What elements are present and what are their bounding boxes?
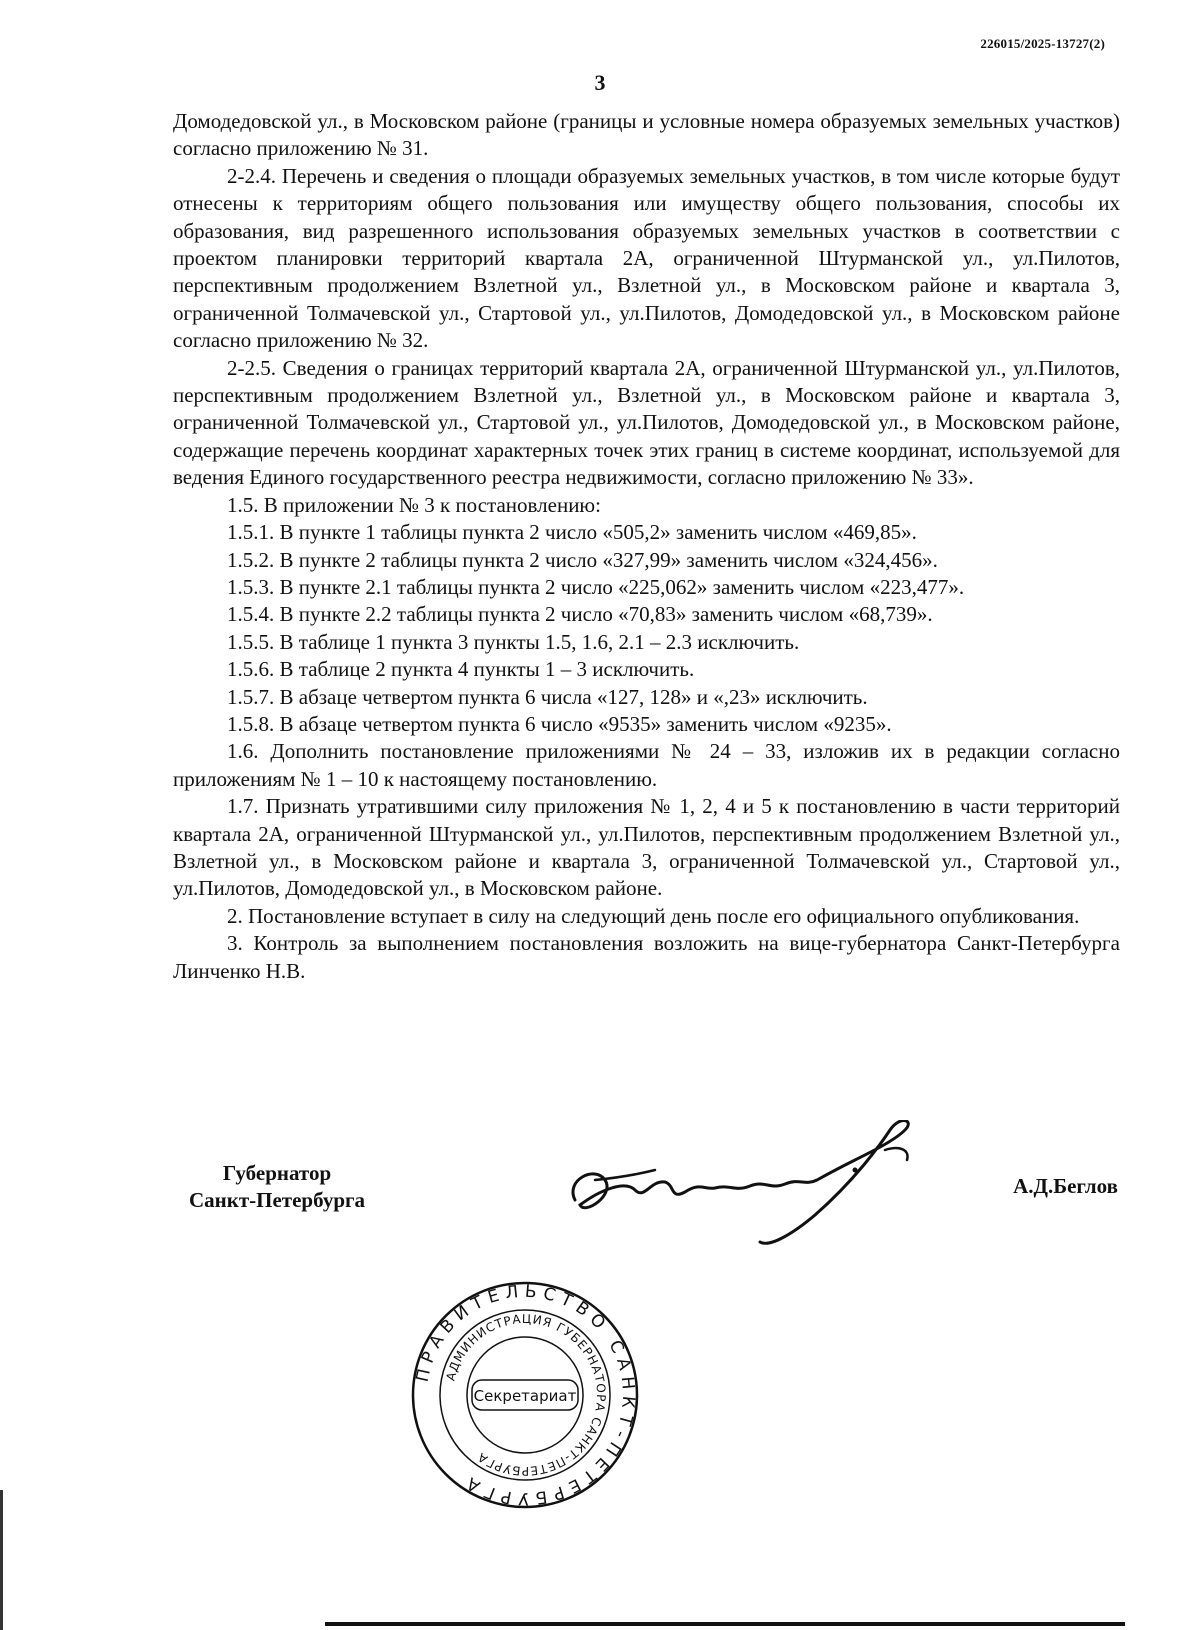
handwritten-signature	[555, 1120, 955, 1250]
svg-text:ПРАВИТЕЛЬСТВО САНКТ-ПЕТЕРБУРГА: ПРАВИТЕЛЬСТВО САНКТ-ПЕТЕРБУРГА	[412, 1281, 639, 1509]
official-stamp	[410, 1280, 640, 1510]
paragraph: 1.7. Признать утратившими силу приложения № 1, 2, 4 и 5 к постановлению в части территорий квартала 2А, ограниченной Штурманской ул., ул.Пилотов, перспективным продолжением Взлетной ул., Взлетной ул., в Московском районе и квартала 3, ограниченной Толмачевской ул., Стартовой ул., ул.Пилотов, Домодедовской ул., в Московском районе.	[173, 794, 1120, 901]
document-number: 226015/2025-13727(2)	[980, 36, 1105, 51]
signatory-name: А.Д.Беглов	[1013, 1174, 1118, 1198]
paragraph: 3. Контроль за выполнением постановления возложить на вице-губернатора Санкт-Петербурга Линченко Н.В.	[173, 931, 1120, 983]
paragraph: Домодедовской ул., в Московском районе (границы и условные номера образуемых земельных участков) согласно приложению № 31.	[173, 109, 1120, 161]
signatory-title	[172, 1160, 382, 1214]
stamp-center-label: Секретариат	[473, 1387, 577, 1405]
signatory-title-line2: Санкт-Петербурга	[188, 1188, 366, 1212]
paragraph: 2-2.4. Перечень и сведения о площади образуемых земельных участков, в том числе которые будут отнесены к территориям общего пользования или имуществу общего пользования, способы их образования, вид разрешенного использования образуемых земельных участков в соответствии с проектом планировки территорий квартала 2А, ограниченной Штурманской ул., ул.Пилотов, перспективным продолжением Взлетной ул., Взлетной ул., в Московском районе и квартала 3, ограниченной Толмачевской ул., Стартовой ул., ул.Пилотов, Домодедовской ул., в Московском районе согласно приложению № 32.	[173, 163, 1120, 353]
paragraph: 1.5.7. В абзаце четвертом пункта 6 числа «127, 128» и «,23» исключить.	[227, 684, 868, 709]
signatory-title-line1: Губернатор	[222, 1161, 332, 1185]
page-number: 3	[594, 70, 606, 95]
scan-edge-mark	[0, 1490, 3, 1630]
paragraph: 2-2.5. Сведения о границах территорий квартала 2А, ограниченной Штурманской ул., ул.Пилотов, перспективным продолжением Взлетной ул., Взлетной ул., в Московском районе и квартала 3, ограниченной Толмачевской ул., Стартовой ул., ул.Пилотов, Домодедовской ул., в Московском районе, содержащие перечень координат характерных точек этих границ в системе координат, используемой для ведения Единого государственного реестра недвижимости, согласно приложению № 33».	[173, 355, 1120, 490]
paragraph: 2. Постановление вступает в силу на следующий день после его официального опубликования.	[227, 903, 1080, 928]
svg-text:АДМИНИСТРАЦИЯ ГУБЕРНАТОРА САНК: АДМИНИСТРАЦИЯ ГУБЕРНАТОРА САНКТ-ПЕТЕРБУРГА	[443, 1311, 609, 1479]
paragraph: 1.5.5. В таблице 1 пункта 3 пункты 1.5, 1.6, 2.1 – 2.3 исключить.	[227, 629, 800, 654]
paragraph: 1.5.2. В пункте 2 таблицы пункта 2 число «327,99» заменить числом «324,456».	[227, 547, 938, 572]
document-body	[173, 108, 1120, 985]
paragraph: 1.5.8. В абзаце четвертом пункта 6 число «9535» заменить числом «9235».	[227, 711, 892, 736]
paragraph: 1.5.6. В таблице 2 пункта 4 пункты 1 – 3 исключить.	[227, 657, 695, 682]
paragraph: 1.5.3. В пункте 2.1 таблицы пункта 2 число «225,062» заменить числом «223,477».	[227, 574, 965, 599]
paragraph: 1.5.4. В пункте 2.2 таблицы пункта 2 число «70,83» заменить числом «68,739».	[227, 602, 933, 627]
bottom-border-line	[325, 1622, 1125, 1626]
paragraph: 1.5.1. В пункте 1 таблицы пункта 2 число «505,2» заменить числом «469,85».	[227, 520, 917, 545]
paragraph: 1.5. В приложении № 3 к постановлению:	[227, 492, 601, 517]
paragraph: 1.6. Дополнить постановление приложениями № 24 – 33, изложив их в редакции согласно приложениям № 1 – 10 к настоящему постановлению.	[173, 739, 1120, 791]
